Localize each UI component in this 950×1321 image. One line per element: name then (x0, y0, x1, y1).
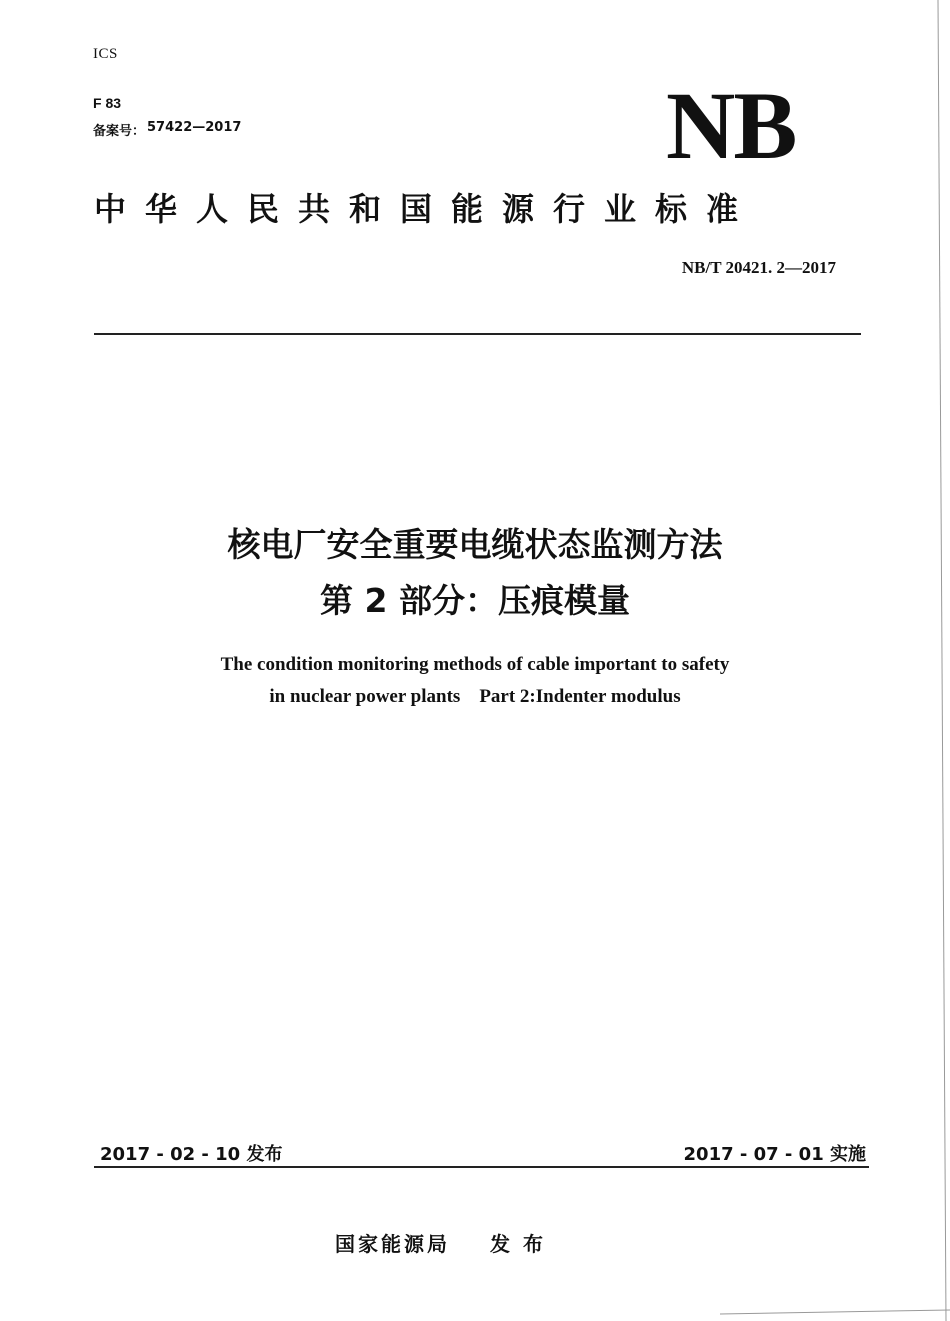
footer-divider (94, 1166, 869, 1168)
title-cn-line1: 核电厂安全重要电缆状态监测方法 (227, 525, 723, 564)
publisher-action: 发 布 (490, 1232, 546, 1256)
nb-logo: NB (666, 72, 796, 179)
ccs-code: F 83 (93, 95, 122, 111)
standard-number: NB/T 20421. 2—2017 (681, 258, 836, 277)
standard-category-title: 中华人民共和国能源行业标准 (94, 190, 758, 228)
record-number (93, 120, 241, 139)
issue-date: 2017 - 02 - 10 发布 (100, 1144, 283, 1165)
title-cn-line2: 第 2 部分：压痕模量 (320, 581, 630, 620)
ics-code: ICS (93, 46, 118, 62)
publisher (335, 1228, 546, 1257)
title-en-line1: The condition monitoring methods of cable important to safety (220, 654, 730, 675)
publisher-name: 国家能源局 (335, 1232, 450, 1256)
bottom-scan-edge (720, 1310, 950, 1314)
header-divider (94, 333, 861, 335)
implementation-date: 2017 - 07 - 01 实施 (683, 1144, 866, 1165)
record-label: 备案号： (93, 124, 146, 139)
record-value: 57422—2017 (147, 120, 242, 135)
title-en-line2: in nuclear power plants Part 2:Indenter modulus (269, 686, 681, 707)
